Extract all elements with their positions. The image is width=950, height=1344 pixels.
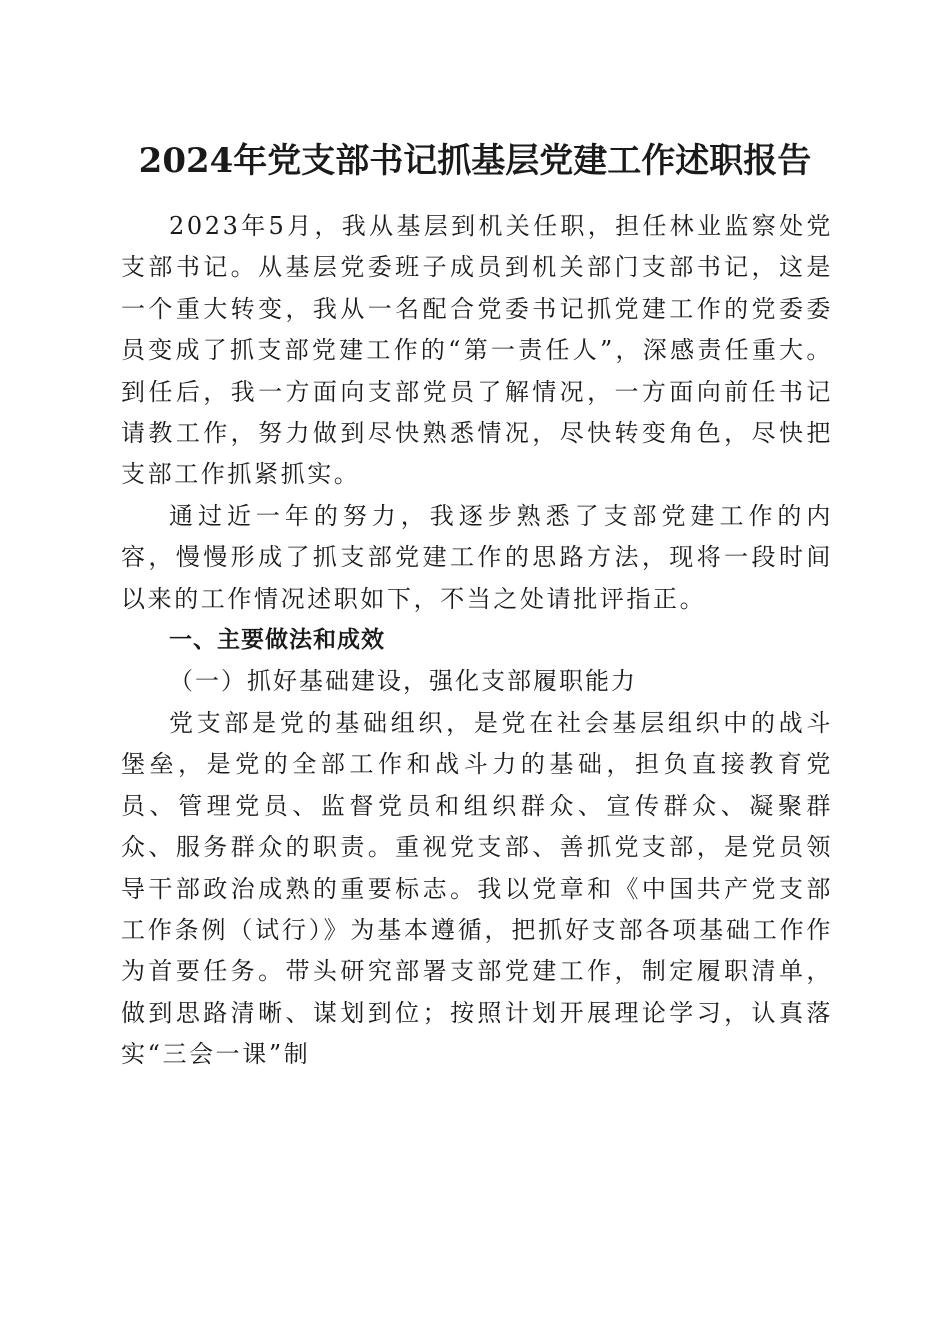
section-heading: 一、主要做法和成效 <box>169 627 385 654</box>
subsection-heading: （一）抓好基础建设，强化支部履职能力 <box>169 667 637 696</box>
summary-paragraph: 通过近一年的努力，我逐步熟悉了支部党建工作的内容，慢慢形成了抓支部党建工作的思路方法，现将一段时间以来的工作情况述职如下，不当之处请批评指正。 <box>121 501 833 613</box>
document-body <box>121 206 833 1076</box>
body-paragraph: 党支部是党的基础组织，是党在社会基层组织中的战斗堡垒，是党的全部工作和战斗力的基础，担负直接教育党员、管理党员、监督党员和组织群众、宣传群众、凝聚群众、服务群众的职责。重视党支部、善抓党支部，是党员领导干部政治成熟的重要标志。我以党章和《中国共产党支部工作条例（试行）》为基本遵循，把抓好支部各项基础工作作为首要任务。带头研究部署支部党建工作，制定履职清单，做到思路清晰、谋划到位；按照计划开展理论学习，认真落实“三会一课”制 <box>121 708 833 1069</box>
document-title: 2024年党支部书记抓基层党建工作述职报告 <box>138 141 812 181</box>
intro-paragraph: 2023年5月，我从基层到机关任职，担任林业监察处党支部书记。从基层党委班子成员到机关部门支部书记，这是一个重大转变，我从一名配合党委书记抓党建工作的党委委员变成了抓支部党建工作的“第一责任人”，深感责任重大。到任后，我一方面向支部党员了解情况，一方面向前任书记请教工作，努力做到尽快熟悉情况，尽快转变角色，尽快把支部工作抓紧抓实。 <box>121 212 833 489</box>
